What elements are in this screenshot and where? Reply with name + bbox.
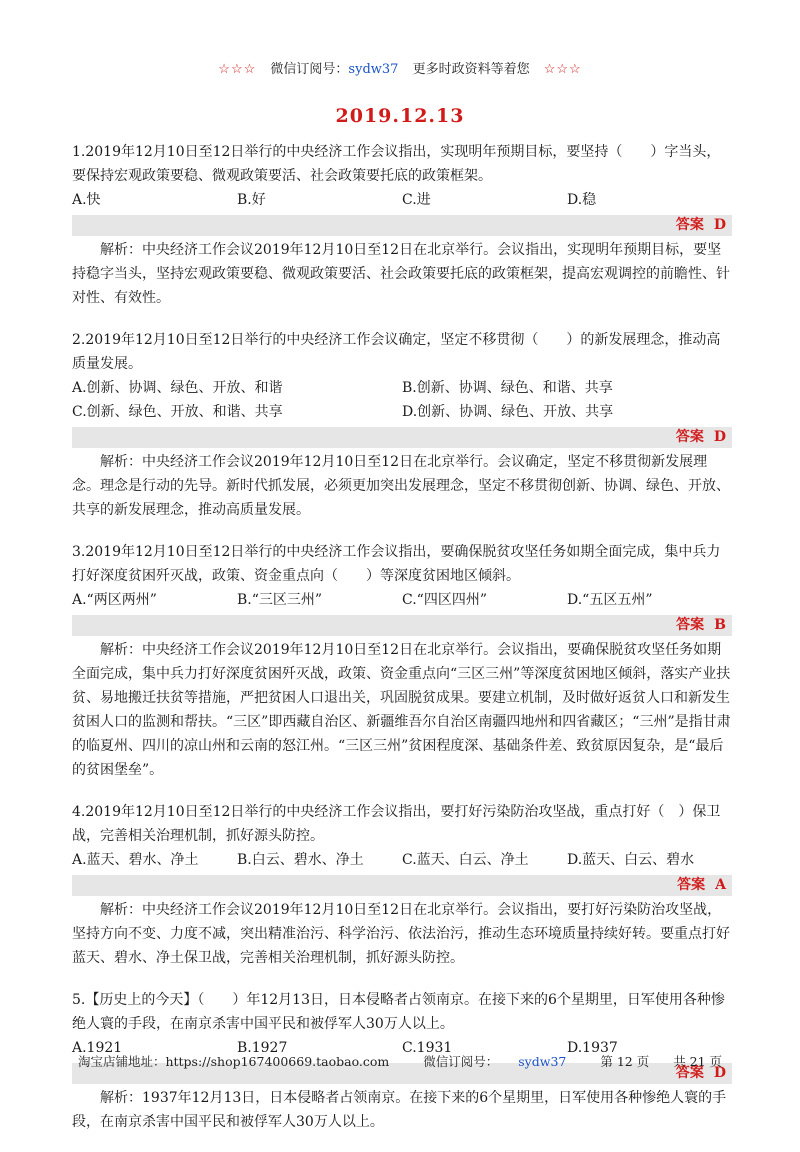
explanation-text: 解析：中央经济工作会议2019年12月10日至12日在北京举行。会议确定，坚定不移贯彻新发展理念。理念是行动的先导。新时代抓发展，必须更加突出发展理念，坚定不移贯彻创新、协调、绿色、开放、共享的新发展理念，推动高质量发展。	[72, 454, 730, 518]
answer-bar	[72, 615, 732, 636]
option-c: C.“四区四州”	[402, 592, 487, 608]
answer-value: D	[713, 1065, 726, 1081]
option-b: B.好	[237, 192, 266, 208]
page-number: 第 12 页	[600, 1054, 650, 1069]
answer-bar	[72, 215, 732, 236]
option-a: A.1921	[72, 1040, 123, 1056]
explanation-text: 解析：1937年12月13日，日本侵略者占领南京。在接下来的6个星期里，日军使用各种惨绝人寰的手段，在南京杀害中国平民和被俘军人30万人以上。	[72, 1090, 727, 1130]
question-text: 2.2019年12月10日至12日举行的中央经济工作会议确定，坚定不移贯彻（ ）的新发展理念，推动高质量发展。	[72, 332, 721, 372]
option-b: B.白云、碧水、净土	[237, 852, 364, 868]
question-text: 4.2019年12月10日至12日举行的中央经济工作会议指出，要打好污染防治攻坚战，重点打好（ ）保卫战，完善相关治理机制，抓好源头防控。	[72, 804, 721, 844]
question-text: 5.【历史上的今天】（ ）年12月13日，日本侵略者占领南京。在接下来的6个星期里，日军使用各种惨绝人寰的手段，在南京杀害中国平民和被俘军人30万人以上。	[72, 992, 725, 1032]
question-list	[72, 140, 732, 1152]
footer-wechat	[413, 1054, 576, 1069]
page-footer	[0, 1052, 800, 1070]
header-wechat-label: 微信订阅号：	[270, 62, 349, 77]
footer-wechat-label: 微信订阅号：	[423, 1054, 499, 1069]
answer-value: B	[714, 617, 726, 633]
answer-bar	[72, 427, 732, 448]
question-block	[72, 540, 732, 782]
question-text: 3.2019年12月10日至12日举行的中央经济工作会议指出，要确保脱贫攻坚任务如期全面完成，集中兵力打好深度贫困歼灭战，政策、资金重点向（ ）等深度贫困地区倾斜。	[72, 544, 721, 584]
option-b: B.创新、协调、绿色、和谐、共享	[402, 380, 613, 396]
option-c: C.进	[402, 192, 431, 208]
answer-value: D	[713, 217, 726, 233]
question-block	[72, 328, 732, 522]
answer-label: 答案	[676, 617, 705, 633]
page-total: 共 21 页	[673, 1054, 723, 1069]
explanation-text: 解析：中央经济工作会议2019年12月10日至12日在北京举行。会议指出，要打好污染防治攻坚战，坚持方向不变、力度不减，突出精准治污、科学治污、依法治污，推动生态环境质量持续好转。要重点打好蓝天、碧水、净土保卫战，完善相关治理机制，抓好源头防控。	[72, 902, 730, 966]
answer-label: 答案	[675, 217, 704, 233]
option-a: A.“两区两州”	[72, 592, 157, 608]
option-row	[72, 188, 732, 212]
option-row	[72, 400, 732, 424]
option-d: D.“五区五州”	[567, 592, 653, 608]
explanation-text: 解析：中央经济工作会议2019年12月10日至12日在北京举行。会议指出，实现明年预期目标，要坚持稳字当头，坚持宏观政策要稳、微观政策要活、社会政策要托底的政策框架，提高宏观调控的前瞻性、针对性、有效性。	[72, 242, 730, 306]
header-wechat-id: sydw37	[348, 62, 399, 77]
option-row	[72, 376, 732, 400]
option-a: A.快	[72, 192, 101, 208]
option-d: D.稳	[567, 192, 597, 208]
header-tagline: 更多时政资料等着您	[412, 62, 530, 77]
answer-value: A	[715, 877, 726, 893]
answer-bar	[72, 875, 732, 896]
option-b: B.1927	[237, 1040, 288, 1056]
explanation-text: 解析：中央经济工作会议2019年12月10日至12日在北京举行。会议指出，要确保脱贫攻坚任务如期全面完成，集中兵力打好深度贫困歼灭战，政策、资金重点向“三区三州”等深度贫困地区倾斜，落实产业扶贫、易地搬迁扶贫等措施，严把贫困人口退出关，巩固脱贫成果。要建立机制，及时做好返贫人口和新发生贫困人口的监测和帮扶。“三区”即西藏自治区、新疆维吾尔自治区南疆四地州和四省藏区；“三州”是指甘肃的临夏州、四川的凉山州和云南的怒江州。“三区三州”贫困程度深、基础条件差、致贫原因复杂，是“最后的贫困堡垒”。	[72, 642, 731, 778]
footer-shop-link[interactable]: 淘宝店铺地址：https://shop167400669.taobao.com	[77, 1054, 390, 1069]
page-header	[0, 58, 800, 77]
answer-value: D	[713, 429, 726, 445]
option-d: D.蓝天、白云、碧水	[567, 852, 695, 868]
option-row	[72, 848, 732, 872]
option-a: A.创新、协调、绿色、开放、和谐	[72, 380, 283, 396]
option-a: A.蓝天、碧水、净土	[72, 852, 199, 868]
question-text: 1.2019年12月10日至12日举行的中央经济工作会议指出，实现明年预期目标，要坚持（ ）字当头，要保持宏观政策要稳、微观政策要活、社会政策要托底的政策框架。	[72, 144, 721, 184]
footer-wechat-id: sydw37	[518, 1054, 567, 1069]
option-c: C.蓝天、白云、净土	[402, 852, 529, 868]
option-d: D.1937	[567, 1040, 618, 1056]
star-decoration-left: ☆☆☆	[218, 62, 257, 77]
question-block	[72, 140, 732, 310]
answer-label: 答案	[675, 429, 704, 445]
option-c: C.1931	[402, 1040, 453, 1056]
star-decoration-right: ☆☆☆	[543, 62, 582, 77]
answer-label: 答案	[675, 1065, 704, 1081]
question-block	[72, 800, 732, 970]
option-b: B.“三区三州”	[237, 592, 323, 608]
page-date: 2019.12.13	[335, 105, 465, 127]
option-row	[72, 588, 732, 612]
option-d: D.创新、协调、绿色、开放、共享	[402, 404, 614, 420]
answer-label: 答案	[677, 877, 706, 893]
option-c: C.创新、绿色、开放、和谐、共享	[72, 404, 283, 420]
